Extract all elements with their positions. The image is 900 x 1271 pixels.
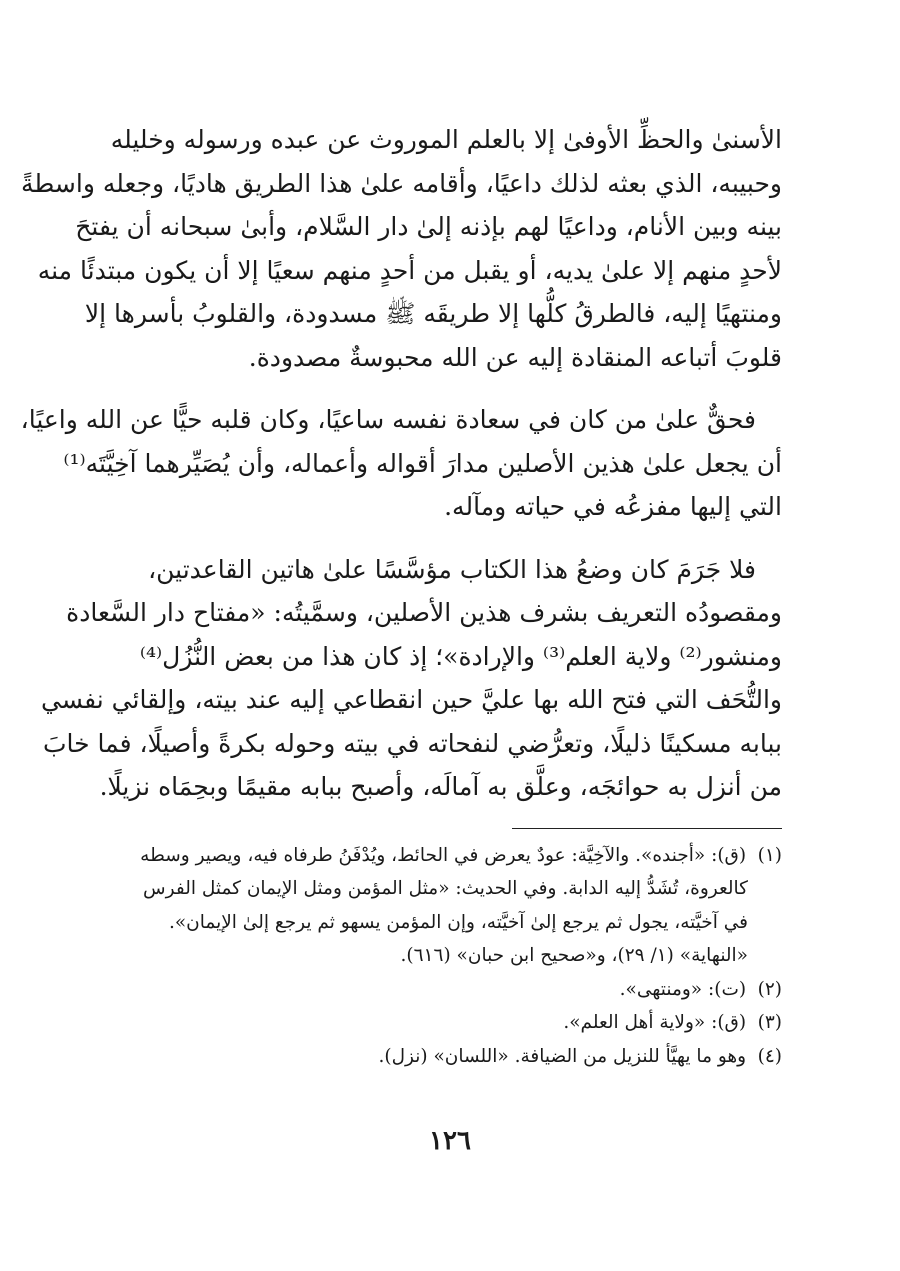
footnote-3 (118, 1006, 782, 1040)
footnote-text: كالعروة، تُشَدُّ إليه الدابة. وفي الحديث: «مثل المؤمن ومثل الإيمان كمثل الفرس (143, 878, 748, 899)
footnote-divider (512, 828, 782, 829)
text-line: ومنتهيًا إليه، فالطرقُ كلُّها إلا طريقَه ﷺ مسدودة، والقلوبُ بأسرها إلا (84, 299, 782, 328)
paragraph-2 (20, 398, 782, 529)
paragraph-3 (40, 548, 782, 809)
text-line: ومنشور⁽²⁾ ولاية العلم⁽³⁾ والإرادة»؛ إذ كان هذا من بعض النُّزُل⁽⁴⁾ (139, 641, 782, 671)
text-line: الأسنىٰ والحظِّ الأوفىٰ إلا بالعلم الموروث عن عبده ورسوله وخليله (110, 125, 782, 154)
text-line: قلوبَ أتباعه المنقادة إليه عن الله محبوسةٌ مصدودة. (248, 342, 782, 372)
footnote-line (118, 839, 782, 873)
footnote-text: «النهاية» (١/ ٢٩)، و«صحيح ابن حبان» (٦١٦). (400, 945, 748, 966)
footnote-line (118, 1040, 782, 1074)
paragraph-1 (21, 118, 782, 379)
text-line: ببابه مسكينًا ذليلًا، وتعرُّضي لنفحاته في بيته وحوله بكرةً وأصيلًا، فما خابَ (42, 728, 782, 758)
footnote-line (118, 973, 782, 1007)
footnote-text: (ق): «أجنده». والآخِيَّة: عودٌ يعرض في الحائط، ويُدْفَنُ طرفاه فيه، ويصير وسطه (140, 844, 747, 866)
footnote-text: (ت): «ومنتهى». (619, 978, 747, 1000)
text-line: ومقصودُه التعريف بشرف هذين الأصلين، وسمَّيتُه: «مفتاح دار السَّعادة (66, 598, 782, 627)
page-number: ١٢٦ (429, 1126, 471, 1156)
footnote-number: (٤) (757, 1045, 782, 1067)
footnote-text: وهو ما يهيَّأ للنزيل من الضيافة. «اللسان» (نزل). (378, 1045, 747, 1067)
footnote-4 (118, 1040, 782, 1074)
footnote-number: (٢) (757, 978, 782, 1000)
text-line: فحقٌّ علىٰ من كان في سعادة نفسه ساعيًا، وكان قلبه حيًّا عن الله واعيًا، (20, 405, 756, 434)
footnote-text: في آخيَّته، يجول ثم يرجع إلىٰ آخيَّته، وإن المؤمن يسهو ثم يرجع إلىٰ الإيمان». (168, 911, 748, 933)
text-line: من أنزل به حوائجَه، وعلَّق به آمالَه، وأصبح ببابه مقيمًا وبحِمَاه نزيلًا. (99, 772, 782, 801)
footnote-text: (ق): «ولاية أهل العلم». (563, 1012, 747, 1033)
text-line: والتُّحَف التي فتح الله بها عليَّ حين انقطاعي إليه عند بيته، وإلقائي نفسي (40, 685, 782, 714)
page-body (20, 118, 782, 1073)
text-line: أن يجعل علىٰ هذين الأصلين مدارَ أقواله وأعماله، وأن يُصَيِّرهما آخِيَّتَه⁽¹⁾ (63, 448, 782, 478)
text-line: فلا جَرَمَ كان وضعُ هذا الكتاب مؤسَّسًا علىٰ هاتين القاعدتين، (148, 554, 756, 584)
footnote-line (118, 1006, 782, 1040)
footnote-2 (118, 973, 782, 1007)
footnote-1 (118, 839, 782, 973)
text-line: لأحدٍ منهم إلا علىٰ يديه، أو يقبل من أحدٍ منهم سعيًا إلا أن يكون مبتدئًا منه (37, 255, 782, 285)
text-line: بينه وبين الأنام، وداعيًا لهم بإذنه إلىٰ دار السَّلام، وأبىٰ سبحانه أن يفتحَ (75, 212, 782, 241)
footnote-number: (٣) (757, 1012, 782, 1033)
text-line: وحبيبه، الذي بعثه لذلك داعيًا، وأقامه علىٰ هذا الطريق هاديًا، وجعله واسطةً (21, 168, 782, 198)
footnote-number: (١) (757, 844, 782, 866)
text-line: التي إليها مفزعُه في حياته ومآله. (444, 492, 782, 521)
